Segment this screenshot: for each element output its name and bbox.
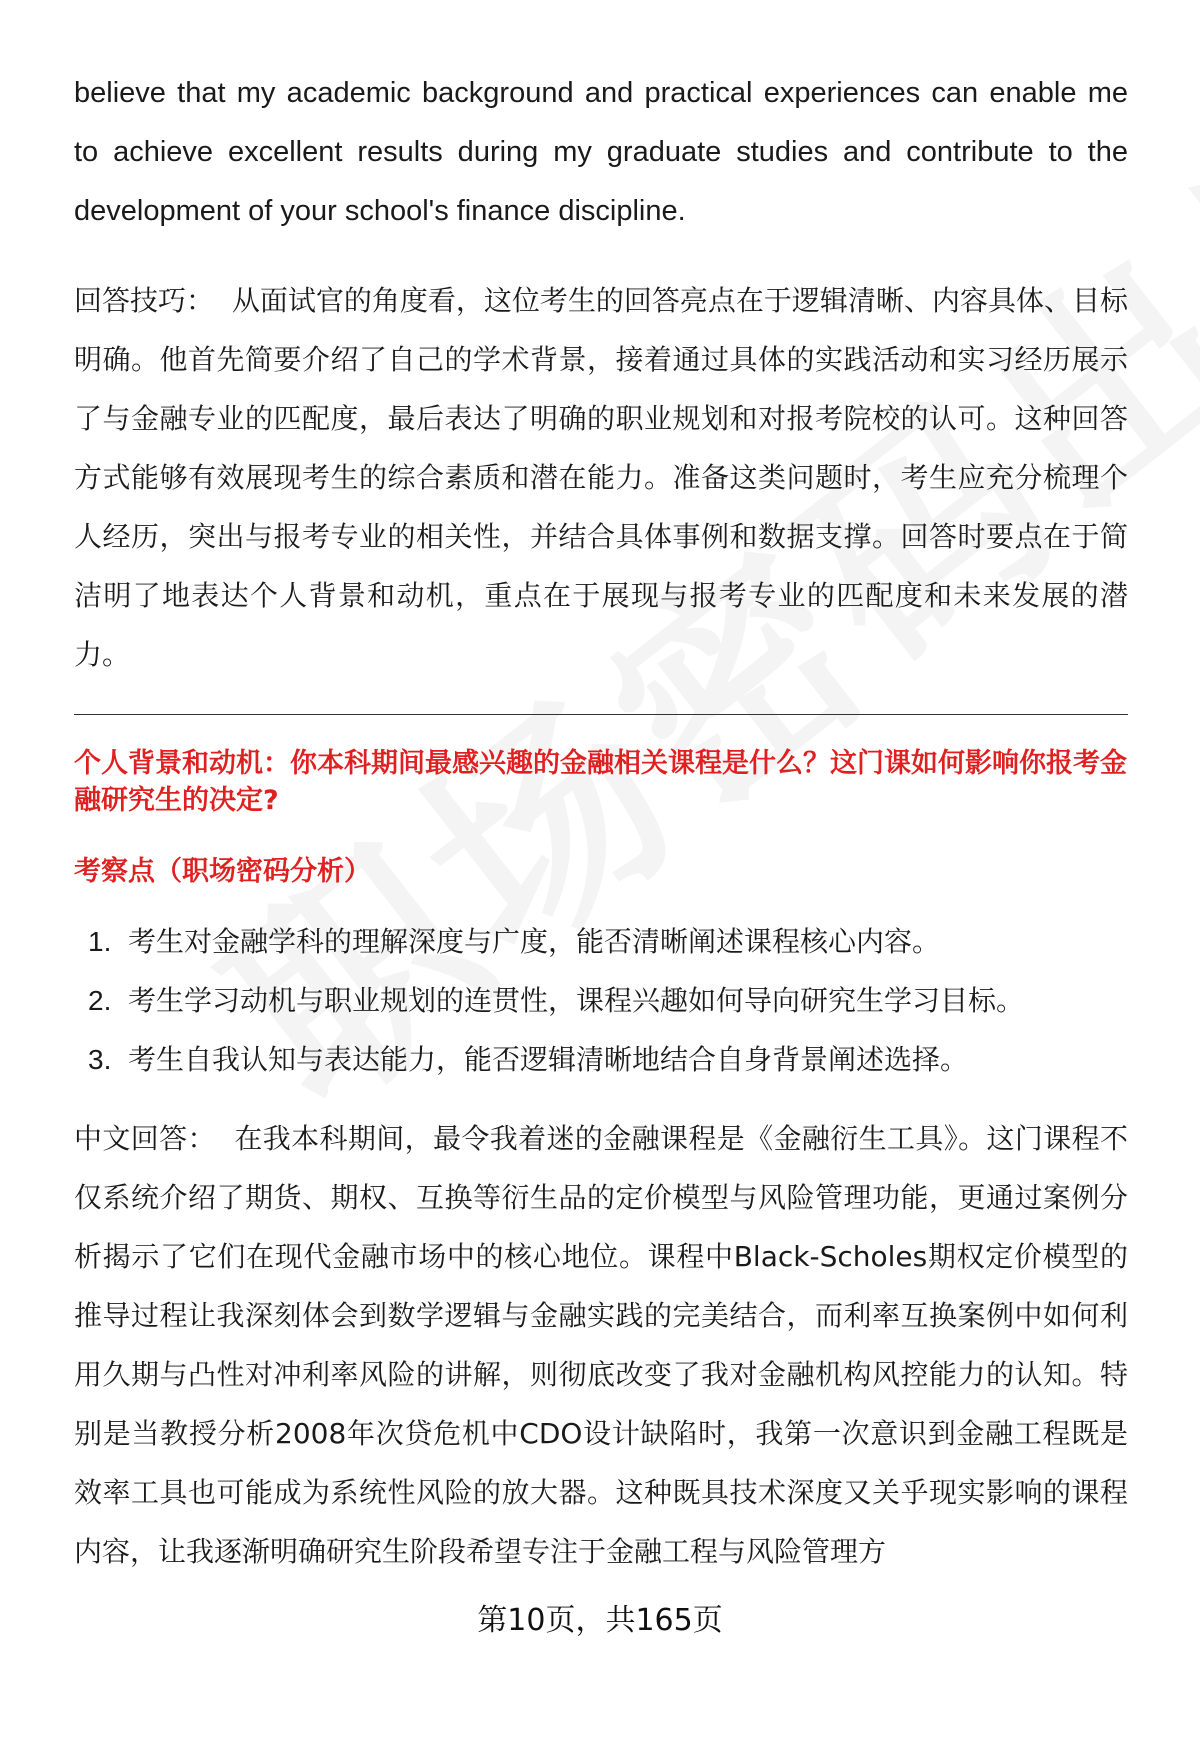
- answer-tip-label: 回答技巧：: [74, 284, 215, 317]
- list-item-text: 考生学习动机与职业规划的连贯性，课程兴趣如何导向研究生学习目标。: [128, 984, 1025, 1017]
- list-item: [88, 912, 1128, 971]
- list-item: [88, 971, 1128, 1030]
- section-divider: [74, 714, 1128, 715]
- list-item: [88, 1030, 1128, 1089]
- list-item-number: 3.: [88, 1044, 112, 1075]
- page-number-footer: 第10页，共165页: [477, 1603, 723, 1638]
- chinese-answer-label: 中文回答：: [74, 1122, 216, 1155]
- chinese-answer-paragraph: [74, 1109, 1128, 1581]
- assessment-list: [74, 912, 1128, 1089]
- assessment-heading: 考察点（职场密码分析）: [74, 856, 371, 887]
- answer-tip-paragraph: [74, 271, 1128, 684]
- list-item-text: 考生对金融学科的理解深度与广度，能否清晰阐述课程核心内容。: [128, 925, 941, 958]
- list-item-number: 1.: [88, 926, 112, 957]
- chinese-answer-text: 在我本科期间，最令我着迷的金融课程是《金融衍生工具》。这门课程不仅系统介绍了期货、期权、互换等衍生品的定价模型与风险管理功能，更通过案例分析揭示了它们在现代金融市场中的核心地位。课程中Black-Scholes期权定价模型的推导过程让我深刻体会到数学逻辑与金融实践的完美结合，而利率互换案例中如何利用久期与凸性对冲利率风险的讲解，则彻底改变了我对金融机构风控能力的认知。特别是当教授分析2008年次贷危机中CDO设计缺陷时，我第一次意识到金融工程既是效率工具也可能成为系统性风险的放大器。这种既具技术深度又关乎现实影响的课程内容，让我逐渐明确研究生阶段希望专注于金融工程与风险管理方: [74, 1122, 1128, 1568]
- english-answer-paragraph: believe that my academic background and practical experiences can enable me to achieve excellent results during my graduate studies and contribute to the development of your school's finance discipline.: [74, 77, 1128, 227]
- list-item-text: 考生自我认知与表达能力，能否逻辑清晰地结合自身背景阐述选择。: [128, 1043, 969, 1076]
- answer-tip-text: 从面试官的角度看，这位考生的回答亮点在于逻辑清晰、内容具体、目标明确。他首先简要介绍了自己的学术背景，接着通过具体的实践活动和实习经历展示了与金融专业的匹配度，最后表达了明确的职业规划和对报考院校的认可。这种回答方式能够有效展现考生的综合素质和潜在能力。准备这类问题时，考生应充分梳理个人经历，突出与报考专业的相关性，并结合具体事例和数据支撑。回答时要点在于简洁明了地表达个人背景和动机，重点在于展现与报考专业的匹配度和未来发展的潜力。: [74, 284, 1128, 671]
- question-heading: 个人背景和动机：你本科期间最感兴趣的金融相关课程是什么？这门课如何影响你报考金融研究生的决定?: [74, 748, 1127, 816]
- list-item-number: 2.: [88, 985, 112, 1016]
